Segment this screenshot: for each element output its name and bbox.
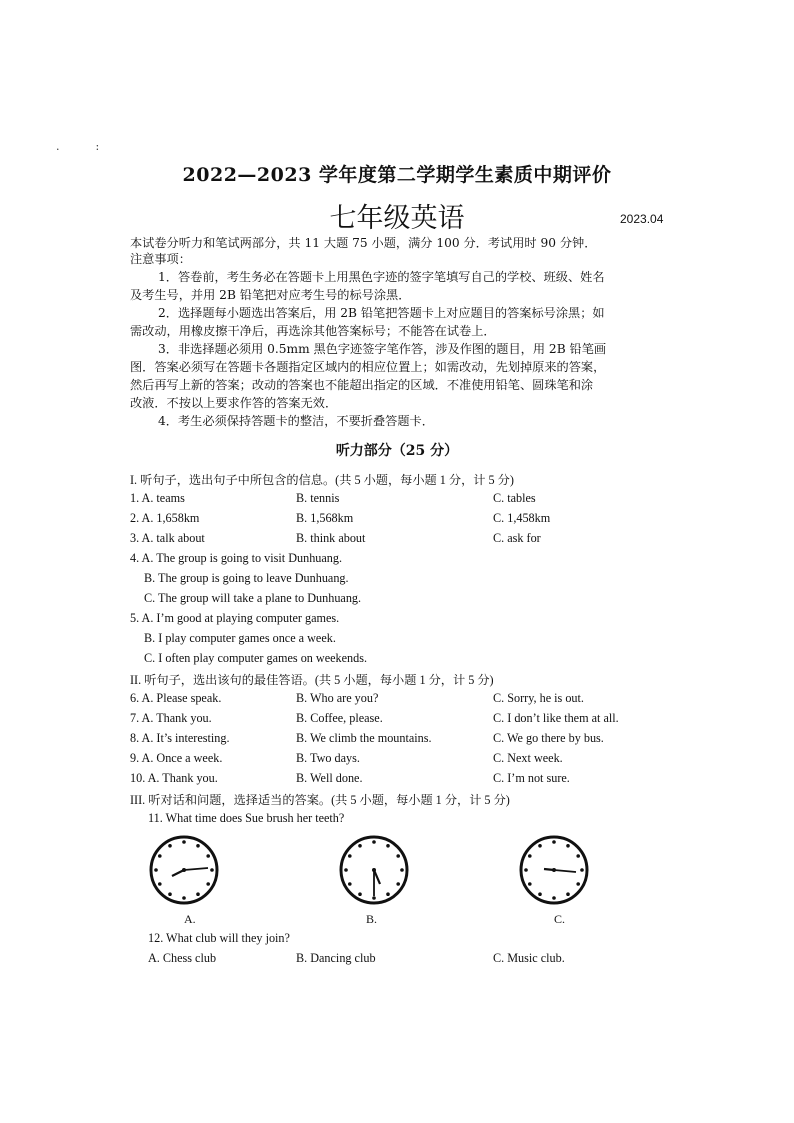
q7-option-a: 7. A. Thank you.: [130, 711, 212, 725]
q12-question: 12. What club will they join?: [148, 931, 290, 945]
corner-marks: [56, 140, 135, 153]
q1-option-c: C. tables: [493, 491, 536, 505]
q5-option-b: B. I play computer games once a week.: [144, 631, 336, 645]
q9-option-c: C. Next week.: [493, 751, 563, 765]
q5-option-c: C. I often play computer games on weekends.: [144, 651, 368, 665]
instruction-line: 及考生号，并用 2B 铅笔把对应考生号的标号涂黑．: [130, 288, 411, 302]
clock-c-icon: [518, 834, 590, 906]
q4-option-a: 4. A. The group is going to visit Dunhuang.: [130, 551, 343, 565]
section-title: 听力部分（25 分）: [335, 443, 459, 459]
q11-question: 11. What time does Sue brush her teeth?: [148, 811, 345, 825]
clock-a-label: A.: [184, 912, 196, 926]
mark-dot: .: [56, 140, 60, 153]
exam-title: 2022—2023 学年度第二学期学生素质中期评价: [182, 164, 612, 186]
mark-colon: :: [95, 140, 100, 153]
q4-option-b: B. The group is going to leave Dunhuang.: [144, 571, 349, 585]
clock-a-icon: [148, 834, 220, 906]
intro-line: 本试卷分听力和笔试两部分，共 11 大题 75 小题，满分 100 分．考试用时 90 分钟．: [130, 236, 597, 250]
q1-option-b: B. tennis: [296, 491, 340, 505]
q6-option-c: C. Sorry, he is out.: [493, 691, 584, 705]
instruction-line: 4．考生必须保持答题卡的整洁，不要折叠答题卡．: [158, 414, 434, 428]
instruction-line: 1．答卷前，考生务必在答题卡上用黑色字迹的签字笔填写自己的学校、班级、姓名: [158, 270, 605, 284]
q10-option-b: B. Well done.: [296, 771, 363, 785]
part3-heading: III. 听对话和问题，选择适当的答案。(共 5 小题，每小题 1 分，计 5 分): [130, 793, 510, 807]
instruction-line: 然后再写上新的答案；改动的答案也不能超出指定的区域．不准使用铅笔、圆珠笔和涂: [130, 378, 594, 392]
q10-option-c: C. I’m not sure.: [493, 771, 570, 785]
q6-option-a: 6. A. Please speak.: [130, 691, 222, 705]
q2-option-b: B. 1,568km: [296, 511, 354, 525]
q2-option-a: 2. A. 1,658km: [130, 511, 200, 525]
q6-option-b: B. Who are you?: [296, 691, 379, 705]
q9-option-a: 9. A. Once a week.: [130, 751, 223, 765]
q12-option-a: A. Chess club: [148, 951, 217, 965]
q8-option-c: C. We go there by bus.: [493, 731, 604, 745]
instruction-line: 图．答案必须写在答题卡各题指定区域内的相应位置上；如需改动，先划掉原来的答案，: [130, 360, 606, 374]
q8-option-a: 8. A. It’s interesting.: [130, 731, 230, 745]
instruction-line: 需改动，用橡皮擦干净后，再选涂其他答案标号；不能答在试卷上．: [130, 324, 496, 338]
instruction-line: 改液．不按以上要求作答的答案无效．: [130, 396, 338, 410]
clock-c-label: C.: [554, 912, 566, 926]
q1-option-a: 1. A. teams: [130, 491, 185, 505]
part1-heading: I. 听句子，选出句子中所包含的信息。(共 5 小题，每小题 1 分，计 5 分): [130, 473, 514, 487]
note-heading: 注意事项：: [130, 252, 191, 266]
part2-heading: II. 听句子，选出该句的最佳答语。(共 5 小题，每小题 1 分，计 5 分): [130, 673, 494, 687]
q3-option-c: C. ask for: [493, 531, 541, 545]
q7-option-c: C. I don’t like them at all.: [493, 711, 619, 725]
instruction-line: 2．选择题每小题选出答案后，用 2B 铅笔把答题卡上对应题目的答案标号涂黑；如: [158, 306, 605, 320]
subject-title: 七年级英语: [329, 203, 465, 234]
clock-b-label: B.: [366, 912, 378, 926]
clock-b-icon: [338, 834, 410, 906]
q4-option-c: C. The group will take a plane to Dunhuang.: [144, 591, 362, 605]
exam-date: 2023.04: [620, 212, 664, 226]
q3-option-b: B. think about: [296, 531, 366, 545]
q12-option-b: B. Dancing club: [296, 951, 376, 965]
instruction-line: 3．非选择题必须用 0.5mm 黑色字迹签字笔作答，涉及作图的题目，用 2B 铅笔画: [158, 342, 607, 356]
q10-option-a: 10. A. Thank you.: [130, 771, 218, 785]
q5-option-a: 5. A. I’m good at playing computer games.: [130, 611, 340, 625]
q8-option-b: B. We climb the mountains.: [296, 731, 432, 745]
q2-option-c: C. 1,458km: [493, 511, 551, 525]
q7-option-b: B. Coffee, please.: [296, 711, 383, 725]
q9-option-b: B. Two days.: [296, 751, 360, 765]
q3-option-a: 3. A. talk about: [130, 531, 205, 545]
q12-option-c: C. Music club.: [493, 951, 565, 965]
